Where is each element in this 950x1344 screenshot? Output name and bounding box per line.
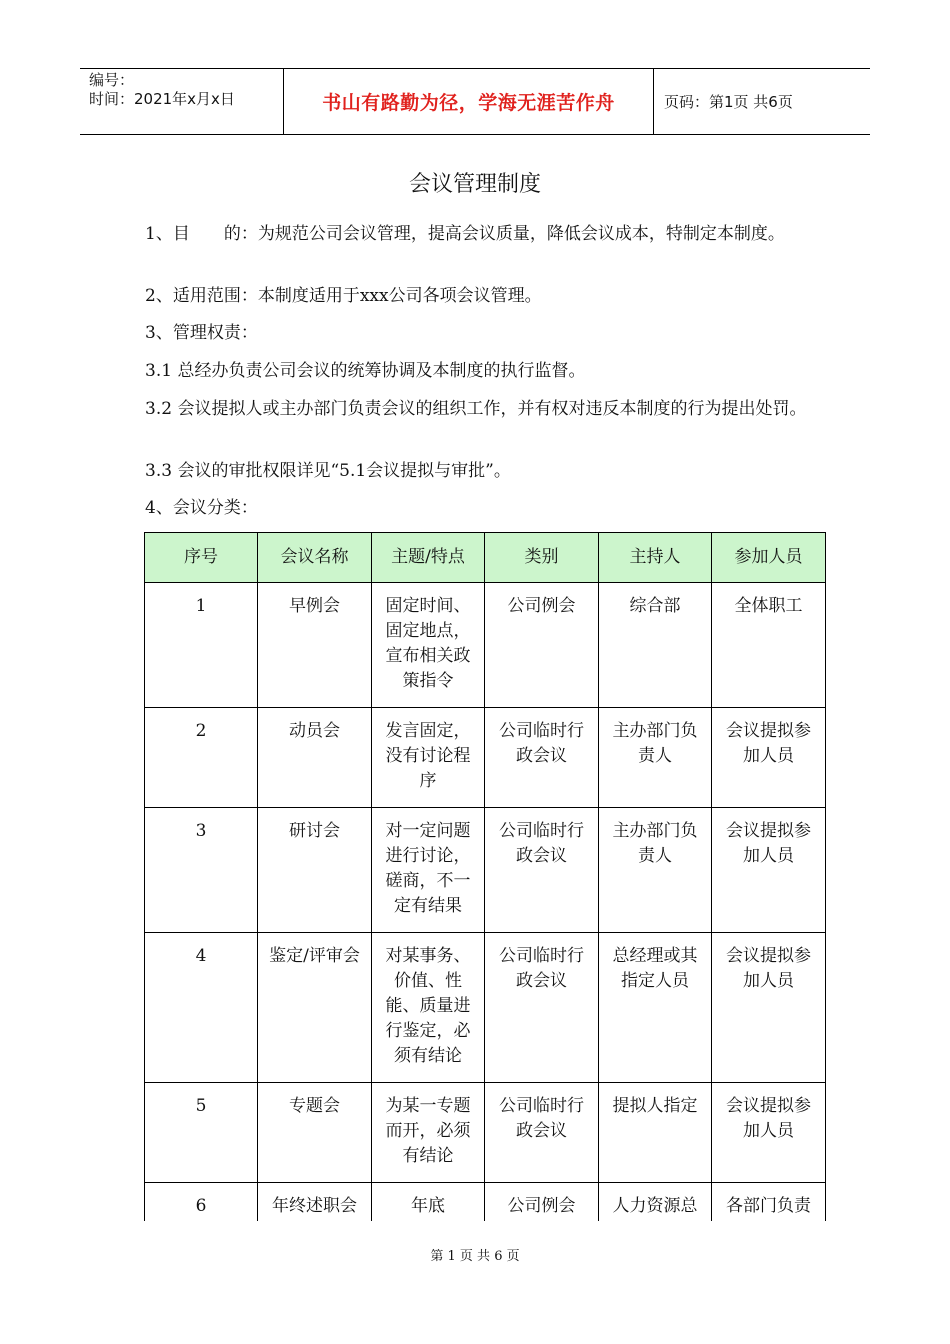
table-cell: 提拟人指定 — [599, 1083, 712, 1183]
table-cell: 年终述职会 — [258, 1183, 372, 1221]
table-cell: 主办部门负责人 — [599, 708, 712, 808]
table-cell: 2 — [145, 708, 258, 808]
table-cell: 公司例会 — [485, 1183, 599, 1221]
table-cell: 公司临时行政会议 — [485, 1083, 599, 1183]
table-cell: 鉴定/评审会 — [258, 933, 372, 1083]
table-cell: 人力资源总 — [599, 1183, 712, 1221]
paragraph-3-3: 3.3 会议的审批权限详见“5.1会议提拟与审批”。 — [145, 461, 511, 481]
table-cell: 公司临时行政会议 — [485, 808, 599, 933]
table-cell: 会议提拟参加人员 — [712, 933, 826, 1083]
table-cell: 4 — [145, 933, 258, 1083]
table-cell: 研讨会 — [258, 808, 372, 933]
page-header — [80, 68, 870, 135]
paragraph-3-2: 3.2 会议提拟人或主办部门负责会议的组织工作，并有权对违反本制度的行为提出处罚。 — [145, 399, 807, 419]
table-cell: 为某一专题而开，必须有结论 — [372, 1083, 485, 1183]
document-title: 会议管理制度 — [408, 172, 541, 197]
table-cell: 会议提拟参加人员 — [712, 808, 826, 933]
header-slogan: 书山有路勤为径，学海无涯苦作舟 — [283, 69, 654, 134]
table-cell: 1 — [145, 583, 258, 708]
header-info — [80, 69, 283, 134]
header-time: 时间：2021年x月x日 — [89, 90, 235, 108]
table-cell: 发言固定，没有讨论程序 — [372, 708, 485, 808]
paragraph-purpose: 1、目 的：为规范公司会议管理，提高会议质量，降低会议成本，特制定本制度。 — [145, 224, 785, 244]
table-row — [145, 808, 826, 933]
table-cell: 动员会 — [258, 708, 372, 808]
paragraph-responsibility: 3、管理权责： — [145, 323, 258, 343]
table-cell: 公司临时行政会议 — [485, 933, 599, 1083]
paragraph-scope: 2、适用范围：本制度适用于xxx公司各项会议管理。 — [145, 286, 542, 306]
header-number: 编号： — [89, 71, 135, 89]
table-cell: 综合部 — [599, 583, 712, 708]
table-row — [145, 708, 826, 808]
paragraph-3-1: 3.1 总经办负责公司会议的统筹协调及本制度的执行监督。 — [145, 361, 586, 381]
table-cell: 专题会 — [258, 1083, 372, 1183]
table-cell: 对某事务、价值、性能、质量进行鉴定，必须有结论 — [372, 933, 485, 1083]
table-cell: 全体职工 — [712, 583, 826, 708]
table-row — [145, 1183, 826, 1221]
table-row — [145, 583, 826, 708]
table-cell: 会议提拟参加人员 — [712, 1083, 826, 1183]
table-cell: 固定时间、固定地点，宣布相关政策指令 — [372, 583, 485, 708]
table-cell: 对一定问题进行讨论，磋商，不一定有结果 — [372, 808, 485, 933]
table-cell: 3 — [145, 808, 258, 933]
header-page-info: 页码：第1页 共6页 — [664, 93, 793, 111]
page-footer: 第 1 页 共 6 页 — [430, 1249, 520, 1264]
table-cell: 总经理或其指定人员 — [599, 933, 712, 1083]
table-cell: 公司例会 — [485, 583, 599, 708]
table-row — [145, 933, 826, 1083]
header-cell: 参加人员 — [712, 533, 826, 583]
header-cell: 序号 — [145, 533, 258, 583]
table-cell: 公司临时行政会议 — [485, 708, 599, 808]
table-cell: 主办部门负责人 — [599, 808, 712, 933]
table-cell: 5 — [145, 1083, 258, 1183]
table-header-row — [145, 533, 826, 583]
table-cell: 会议提拟参加人员 — [712, 708, 826, 808]
header-cell: 类别 — [485, 533, 599, 583]
table-cell: 早例会 — [258, 583, 372, 708]
table-cell: 年底 — [372, 1183, 485, 1221]
header-cell: 会议名称 — [258, 533, 372, 583]
header-cell: 主持人 — [599, 533, 712, 583]
table-cell: 6 — [145, 1183, 258, 1221]
table-cell: 各部门负责 — [712, 1183, 826, 1221]
meeting-table — [144, 532, 826, 1221]
header-cell: 主题/特点 — [372, 533, 485, 583]
table-row — [145, 1083, 826, 1183]
paragraph-classification: 4、会议分类： — [145, 498, 258, 518]
